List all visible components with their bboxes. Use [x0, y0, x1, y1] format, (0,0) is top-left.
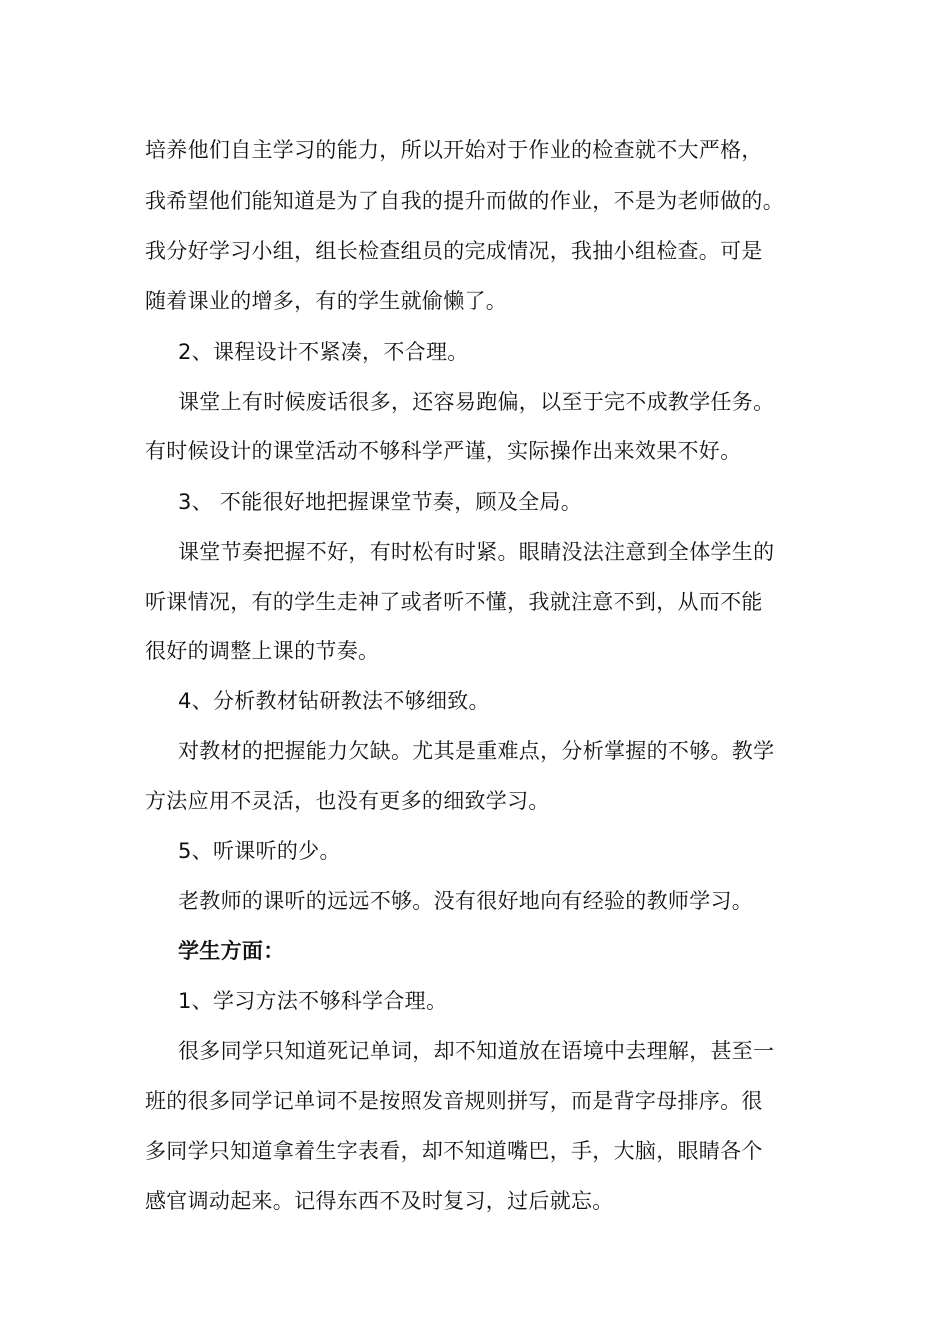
section-heading: 4、分析教材钻研教法不够细致。 [178, 689, 490, 713]
paragraph-line: 很好的调整上课的节奏。 [145, 639, 380, 663]
paragraph-line: 老教师的课听的远远不够。没有很好地向有经验的教师学习。 [178, 889, 754, 913]
section-heading: 1、学习方法不够科学合理。 [178, 989, 448, 1013]
paragraph-line: 我希望他们能知道是为了自我的提升而做的作业，不是为老师做的。 [145, 189, 784, 213]
paragraph-line: 很多同学只知道死记单词，却不知道放在语境中去理解，甚至一 [178, 1039, 775, 1063]
section-title: 学生方面： [178, 939, 285, 963]
paragraph-line: 多同学只知道拿着生字表看，却不知道嘴巴，手，大脑，眼睛各个 [145, 1139, 763, 1163]
section-heading: 5、听课听的少。 [178, 839, 341, 863]
paragraph-line: 培养他们自主学习的能力，所以开始对于作业的检查就不大严格， [145, 138, 763, 162]
section-heading: 3、 不能很好地把握课堂节奏，顾及全局。 [178, 490, 583, 514]
paragraph-line: 课堂节奏把握不好，有时松有时紧。眼睛没法注意到全体学生的 [178, 540, 775, 564]
paragraph-line: 课堂上有时候废话很多，还容易跑偏，以至于完不成教学任务。 [178, 390, 775, 414]
paragraph-line: 感官调动起来。记得东西不及时复习，过后就忘。 [145, 1189, 614, 1213]
section-heading: 2、课程设计不紧凑，不合理。 [178, 340, 469, 364]
paragraph-line: 班的很多同学记单词不是按照发音规则拼写，而是背字母排序。很 [145, 1089, 763, 1113]
paragraph-line: 有时候设计的课堂活动不够科学严谨，实际操作出来效果不好。 [145, 439, 742, 463]
paragraph-line: 听课情况，有的学生走神了或者听不懂，我就注意不到，从而不能 [145, 590, 763, 614]
paragraph-line: 我分好学习小组，组长检查组员的完成情况，我抽小组检查。可是 [145, 239, 763, 263]
paragraph-line: 随着课业的增多，有的学生就偷懒了。 [145, 289, 508, 313]
paragraph-line: 对教材的把握能力欠缺。尤其是重难点，分析掌握的不够。教学 [178, 739, 775, 763]
paragraph-line: 方法应用不灵活，也没有更多的细致学习。 [145, 789, 550, 813]
